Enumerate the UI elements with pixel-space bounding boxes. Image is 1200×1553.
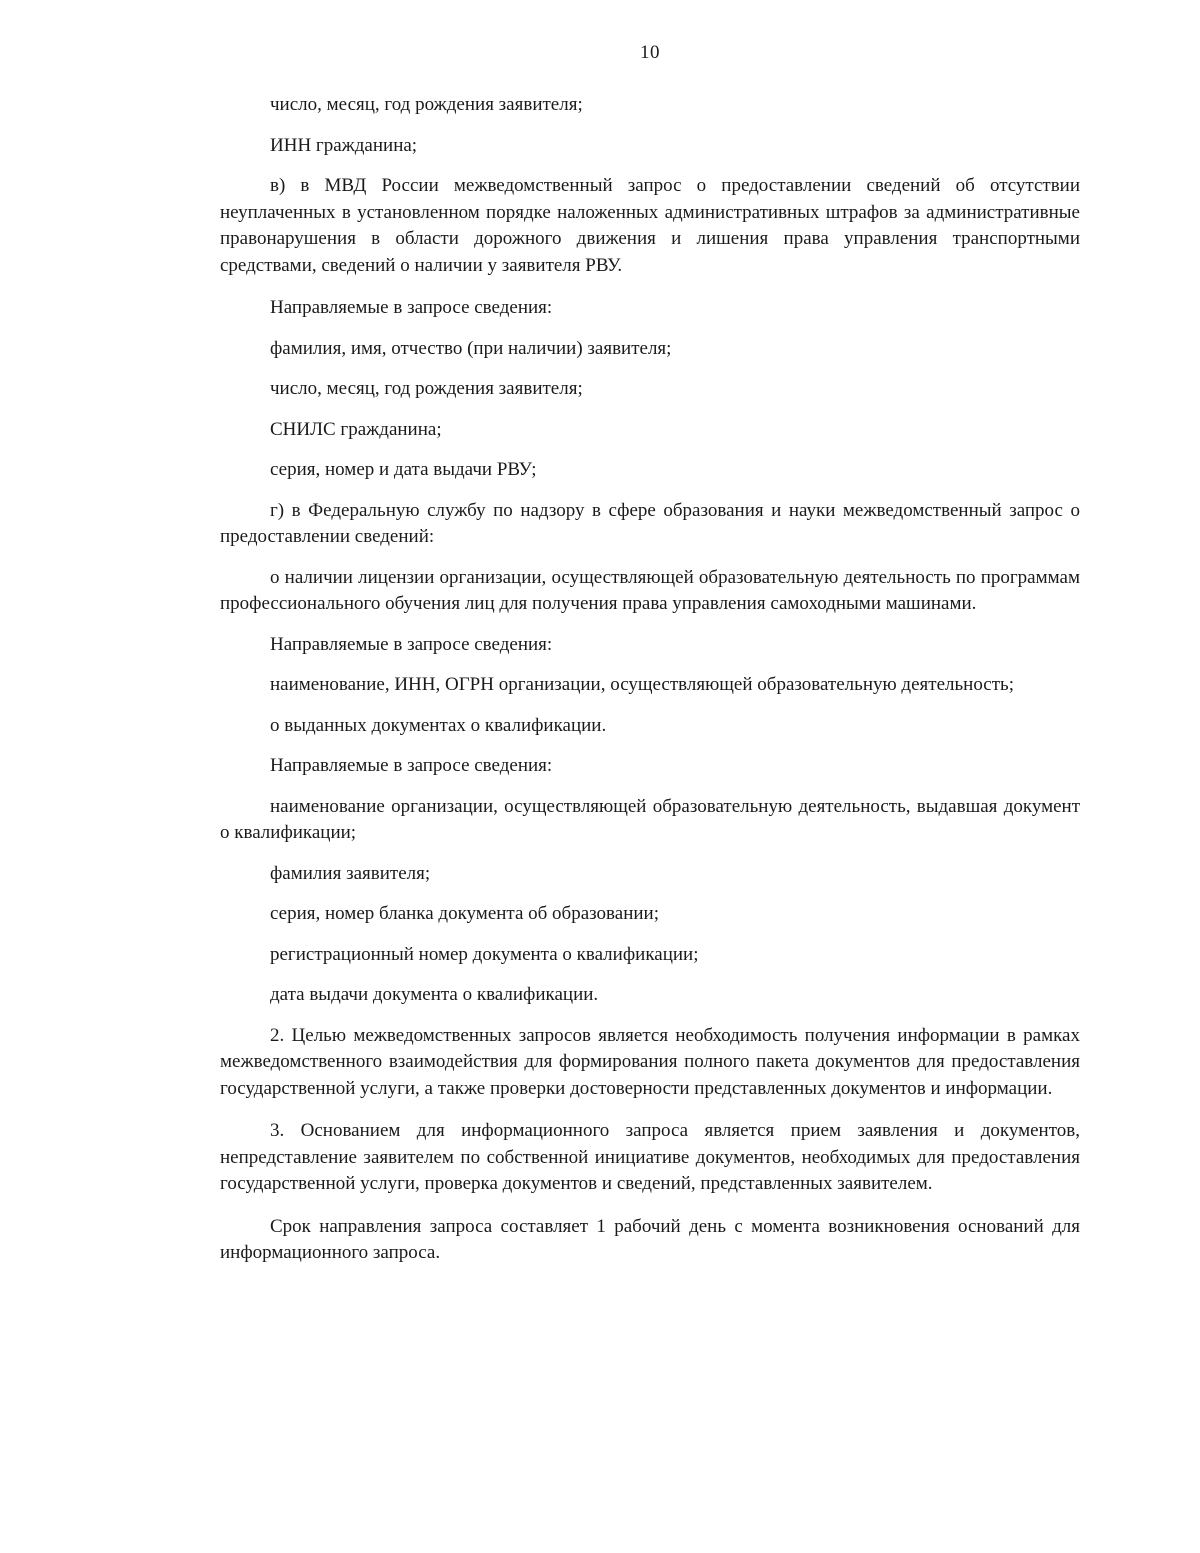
paragraph: Срок направления запроса составляет 1 рабочий день с момента возникновения оснований для информационного запроса. [220, 1215, 1080, 1263]
page-number: 10 [640, 42, 660, 63]
paragraph: ИНН гражданина; [270, 134, 418, 156]
paragraph: о выданных документах о квалификации. [270, 714, 607, 736]
document-body [220, 92, 1080, 1281]
paragraph: Направляемые в запросе сведения: [270, 297, 553, 318]
paragraph: число, месяц, год рождения заявителя; [270, 378, 583, 399]
paragraph: г) в Федеральную службу по надзору в сфере образования и науки межведомственный запрос о предоставлении сведений: [220, 499, 1080, 547]
paragraph: серия, номер и дата выдачи РВУ; [270, 459, 537, 480]
paragraph: Направляемые в запросе сведения: [270, 755, 553, 776]
paragraph: о наличии лицензии организации, осуществляющей образовательную деятельность по программам профессионального обучения лиц для получения права управления самоходными машинами. [220, 566, 1080, 614]
paragraph: 2. Целью межведомственных запросов является необходимость получения информации в рамках межведомственного взаимодействия для формирования полного пакета документов для предоставления государственной услуги, а также проверки достоверности представленных документов и информации. [220, 1024, 1080, 1099]
paragraph: фамилия заявителя; [270, 862, 431, 884]
paragraph: в) в МВД России межведомственный запрос о предоставлении сведений об отсутствии неуплаченных в установленном порядке наложенных административных штрафов за административные правонарушения в области дорожного движения и лишения права управления транспортными средствами, сведений о наличии у заявителя РВУ. [220, 175, 1080, 276]
paragraph: 3. Основанием для информационного запроса является прием заявления и документов, непредставление заявителем по собственной инициативе документов, необходимых для предоставления государственной услуги, проверка документов и сведений, представленных заявителем. [220, 1120, 1080, 1194]
paragraph: дата выдачи документа о квалификации. [270, 984, 599, 1005]
paragraph: серия, номер бланка документа об образовании; [270, 903, 659, 924]
paragraph: наименование организации, осуществляющей образовательную деятельность, выдавшая документ о квалификации; [220, 795, 1080, 843]
paragraph: число, месяц, год рождения заявителя; [270, 94, 583, 115]
paragraph: наименование, ИНН, ОГРН организации, осуществляющей образовательную деятельность; [270, 674, 1014, 695]
paragraph: регистрационный номер документа о квалификации; [270, 943, 699, 965]
paragraph: СНИЛС гражданина; [270, 418, 442, 440]
paragraph: Направляемые в запросе сведения: [270, 633, 553, 655]
paragraph: фамилия, имя, отчество (при наличии) заявителя; [270, 337, 672, 359]
